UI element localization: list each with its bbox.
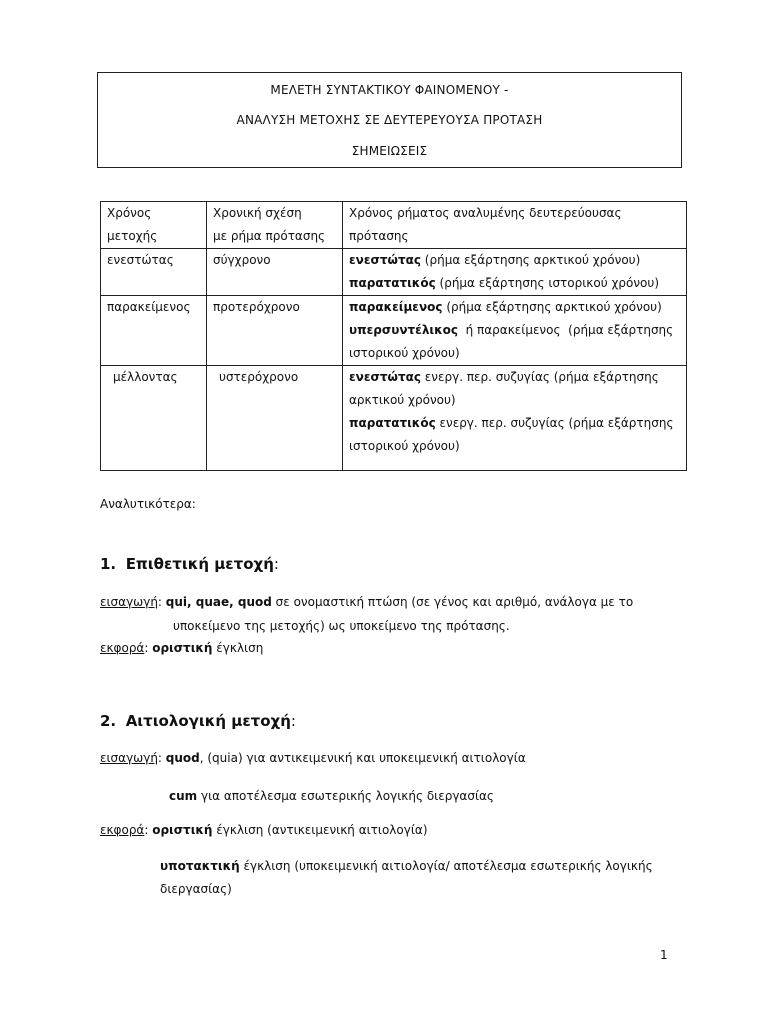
cell-text: (ρήμα εξάρτησης αρκτικού χρόνου): [420, 253, 641, 267]
table-row: [101, 296, 687, 366]
bold-term: υποτακτική: [160, 859, 240, 873]
section-2-subjunctive-cont: διεργασίας): [160, 882, 232, 896]
cell-line: [349, 319, 680, 342]
cell-line: [349, 412, 680, 435]
cell-line: [349, 272, 680, 295]
cell-line: [349, 342, 680, 365]
heading-number: 2.: [100, 712, 117, 730]
tense-text: μέλλοντας: [113, 370, 178, 384]
tense-cell: παρακείμενος: [101, 296, 207, 366]
intro-text: , (quia) για αντικειμενική και υποκειμενική αιτιολογία: [199, 751, 526, 765]
cell-text: ιστορικού χρόνου): [349, 439, 460, 453]
bold-term: παρατατικός: [349, 276, 436, 290]
intro-label: εισαγωγή: [100, 751, 158, 765]
section-1-mood: [100, 637, 263, 660]
mood-label: εκφορά: [100, 823, 145, 837]
title-box: [97, 72, 682, 168]
heading-colon: :: [290, 712, 296, 730]
page-number: 1: [660, 948, 668, 962]
bold-term: υπερσυντέλικος: [349, 323, 458, 337]
mood-text: έγκλιση: [212, 641, 264, 655]
title-line-1: ΜΕΛΕΤΗ ΣΥΝΤΑΚΤΙΚΟΥ ΦΑΙΝΟΜΕΝΟΥ -: [270, 83, 509, 97]
header-text: μετοχής: [107, 229, 158, 243]
cell-line: [349, 296, 680, 319]
label-colon: :: [144, 641, 153, 655]
subjunctive-text: έγκλιση (υποκειμενική αιτιολογία/ αποτέλεσμα εσωτερικής λογικής: [239, 859, 653, 873]
cell-line: [349, 389, 680, 412]
relation-cell: [207, 366, 343, 471]
cell-text: (ρήμα εξάρτησης αρκτικού χρόνου): [442, 300, 662, 314]
analytically-label: Αναλυτικότερα:: [100, 497, 196, 511]
table-row: [101, 366, 687, 471]
bold-term: qui, quae, quod: [165, 595, 272, 609]
header-cell: [343, 202, 687, 249]
relation-cell: σύγχρονο: [207, 249, 343, 296]
cell-line: [349, 435, 680, 458]
cell-text: ενεργ. περ. συζυγίας (ρήμα εξάρτησης: [435, 416, 674, 430]
table-row: [101, 249, 687, 296]
bold-term: cum: [169, 789, 198, 803]
bold-term: ενεστώτας: [349, 253, 421, 267]
cell-line: [349, 249, 680, 272]
section-2-heading: [100, 712, 296, 730]
tense-cell: ενεστώτας: [101, 249, 207, 296]
header-text: Χρόνος ρήματος αναλυμένης δευτερεύουσας: [349, 206, 622, 220]
bold-term: quod: [165, 751, 200, 765]
cell-text: ή παρακείμενος (ρήμα εξάρτησης: [457, 323, 674, 337]
section-2-cum: [169, 785, 494, 808]
header-text: με ρήμα πρότασης: [213, 229, 326, 243]
cell-line: [349, 366, 680, 389]
bold-term: παρακείμενος: [349, 300, 443, 314]
heading-number: 1.: [100, 555, 117, 573]
header-text: Χρόνος: [107, 206, 152, 220]
header-cell: [101, 202, 207, 249]
bold-term: οριστική: [152, 823, 213, 837]
title-line-2: ΑΝΑΛΥΣΗ ΜΕΤΟΧΗΣ ΣΕ ΔΕΥΤΕΡΕΥΟΥΣΑ ΠΡΟΤΑΣΗ: [236, 113, 543, 127]
header-cell: [207, 202, 343, 249]
tenses-table: [100, 201, 687, 471]
section-1-intro: [100, 591, 633, 614]
cell-text: ενεργ. περ. συζυγίας (ρήμα εξάρτησης: [420, 370, 659, 384]
header-text: Χρονική σχέση: [213, 206, 302, 220]
bold-term: ενεστώτας: [349, 370, 421, 384]
cum-text: για αποτέλεσμα εσωτερικής λογικής διεργασίας: [197, 789, 494, 803]
bold-term: οριστική: [152, 641, 213, 655]
header-text: πρότασης: [349, 229, 409, 243]
section-2-intro: [100, 747, 526, 770]
heading-text: Αιτιολογική μετοχή: [125, 712, 291, 730]
bold-term: παρατατικός: [349, 416, 436, 430]
tense-cell: [101, 366, 207, 471]
verb-tense-cell: [343, 296, 687, 366]
label-colon: :: [157, 595, 166, 609]
intro-text: σε ονομαστική πτώση (σε γένος και αριθμό, ανάλογα με το: [271, 595, 634, 609]
heading-colon: :: [273, 555, 279, 573]
heading-text: Επιθετική μετοχή: [125, 555, 274, 573]
label-colon: :: [144, 823, 153, 837]
mood-label: εκφορά: [100, 641, 145, 655]
table-header-row: [101, 202, 687, 249]
cell-text: αρκτικού χρόνου): [349, 393, 456, 407]
section-2-mood: [100, 819, 428, 842]
verb-tense-cell: [343, 249, 687, 296]
cell-text: ιστορικού χρόνου): [349, 346, 460, 360]
label-colon: :: [157, 751, 166, 765]
section-1-intro-cont: υποκείμενο της μετοχής) ως υποκείμενο της πρότασης.: [173, 619, 510, 633]
mood-text: έγκλιση (αντικειμενική αιτιολογία): [212, 823, 428, 837]
cell-text: (ρήμα εξάρτησης ιστορικού χρόνου): [435, 276, 660, 290]
relation-cell: προτερόχρονο: [207, 296, 343, 366]
relation-text: υστερόχρονο: [219, 370, 299, 384]
intro-label: εισαγωγή: [100, 595, 158, 609]
verb-tense-cell: [343, 366, 687, 471]
section-2-subjunctive: [160, 855, 653, 878]
section-1-heading: [100, 555, 279, 573]
title-line-3: ΣΗΜΕΙΩΣΕΙΣ: [351, 144, 428, 158]
